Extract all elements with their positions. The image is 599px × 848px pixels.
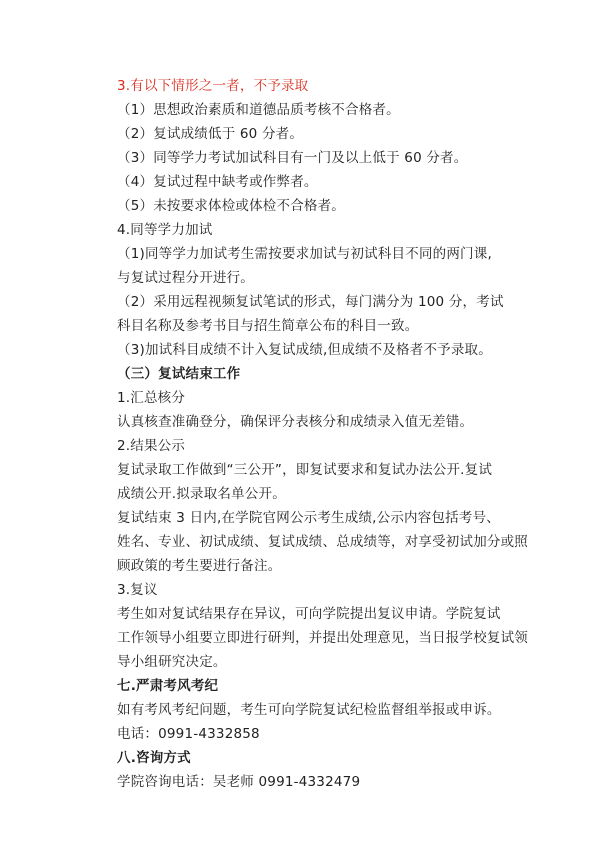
- paragraph-line: （2）采用远程视频复试笔试的形式，每门满分为 100 分，考试: [117, 294, 504, 310]
- paragraph-line: 复试结束 3 日内,在学院官网公示考生成绩,公示内容包括考号、: [117, 510, 500, 526]
- list-item: （4）复试过程中缺考或作弊者。: [117, 174, 318, 190]
- paragraph-line: 考生如对复试结果存在异议，可向学院提出复议申请。学院复试: [117, 606, 501, 622]
- paragraph-line: 如有考风考纪问题，考生可向学院复试纪检监督组举报或申诉。: [117, 702, 501, 718]
- contact-phone: 学院咨询电话：吴老师 0991-4332479: [117, 774, 361, 790]
- paragraph-line: （1)同等学力加试考生需按要求加试与初试科目不同的两门课,: [117, 246, 492, 262]
- subsection-heading: 1.汇总核分: [117, 390, 186, 406]
- paragraph-line: 科目名称及参考书目与招生简章公布的科目一致。: [117, 318, 419, 334]
- paragraph-line: 顾政策的考生要进行备注。: [117, 558, 282, 574]
- paragraph-line: 与复试过程分开进行。: [117, 270, 254, 286]
- paragraph-line: 导小组研究决定。: [117, 654, 227, 670]
- list-item: （1）思想政治素质和道德品质考核不合格者。: [117, 102, 400, 118]
- subsection-heading: 3.复议: [117, 582, 158, 598]
- part-8-heading: 八.咨询方式: [117, 750, 191, 766]
- paragraph-line: 成绩公开.拟录取名单公开。: [117, 486, 286, 502]
- subsection-heading: 2.结果公示: [117, 438, 186, 454]
- list-item: （2）复试成绩低于 60 分者。: [117, 126, 304, 142]
- paragraph-line: 认真核查准确登分，确保评分表核分和成绩录入值无差错。: [117, 414, 474, 430]
- paragraph-line: 复试录取工作做到“三公开”，即复试要求和复试办法公开.复试: [117, 462, 493, 478]
- part-3-heading: （三）复试结束工作: [117, 366, 241, 382]
- paragraph-line: 姓名、专业、初试成绩、复试成绩、总成绩等，对享受初试加分或照: [117, 534, 528, 550]
- part-7-heading: 七.严肃考风考纪: [117, 678, 219, 694]
- paragraph-line: （3)加试科目成绩不计入复试成绩,但成绩不及格者不予录取。: [117, 342, 492, 358]
- paragraph-line: 工作领导小组要立即进行研判，并提出处理意见，当日报学校复试领: [117, 630, 528, 646]
- phone-number: 电话：0991-4332858: [117, 726, 260, 742]
- section-3-heading: 3.有以下情形之一者，不予录取: [117, 78, 309, 94]
- list-item: （3）同等学力考试加试科目有一门及以上低于 60 分者。: [117, 150, 468, 166]
- list-item: （5）未按要求体检或体检不合格者。: [117, 198, 345, 214]
- section-4-heading: 4.同等学力加试: [117, 222, 213, 238]
